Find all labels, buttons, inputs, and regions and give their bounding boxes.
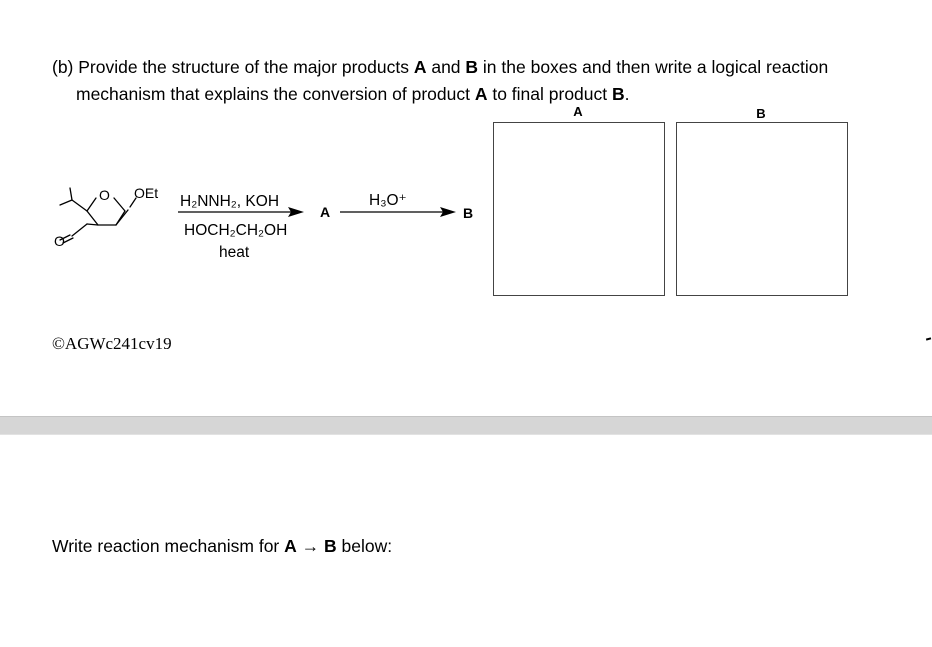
methyl-bond-1 (60, 200, 72, 205)
reagent-ethylene-glycol: HOCH₂CH₂OH (184, 222, 288, 239)
box-b-label: B (756, 106, 766, 121)
ring-link-bond (87, 224, 98, 225)
section-divider (0, 416, 932, 435)
starting-material-structure (52, 180, 177, 250)
c-o-bond (116, 210, 128, 225)
question-text (52, 54, 927, 108)
edge-mark (926, 337, 931, 340)
product-b-label: B (463, 205, 474, 221)
ring-oxygen-label: O (99, 187, 110, 203)
right-arrow-icon: → (301, 536, 320, 556)
copyright-text: ©AGWc241cv19 (52, 334, 172, 353)
reaction-arrow-2 (340, 206, 460, 218)
reagent-hydronium: H₃O⁺ (369, 192, 407, 209)
answer-box-a[interactable] (493, 122, 665, 296)
reaction-arrow-1 (178, 206, 306, 218)
box-a-label: A (573, 104, 583, 119)
question-line-2: mechanism that explains the conversion of product A to final product B. (76, 84, 630, 104)
reagent-hydrazine-koh: H₂NNH₂, KOH (180, 193, 280, 210)
answer-box-b[interactable] (676, 122, 848, 296)
oet-label: OEt (134, 185, 159, 201)
isopropyl-bond (72, 200, 87, 211)
intermediate-a-label: A (320, 204, 331, 220)
methyl-bond-2 (70, 188, 72, 200)
question-line-1: (b) Provide the structure of the major products A and B in the boxes and then write a logical reaction (52, 57, 829, 77)
carbonyl-carbon-bond (72, 224, 87, 236)
reagent-heat: heat (219, 244, 250, 261)
carbonyl-oxygen-label: O (54, 233, 65, 249)
mechanism-prompt: Write reaction mechanism for A → B below: (52, 536, 393, 556)
